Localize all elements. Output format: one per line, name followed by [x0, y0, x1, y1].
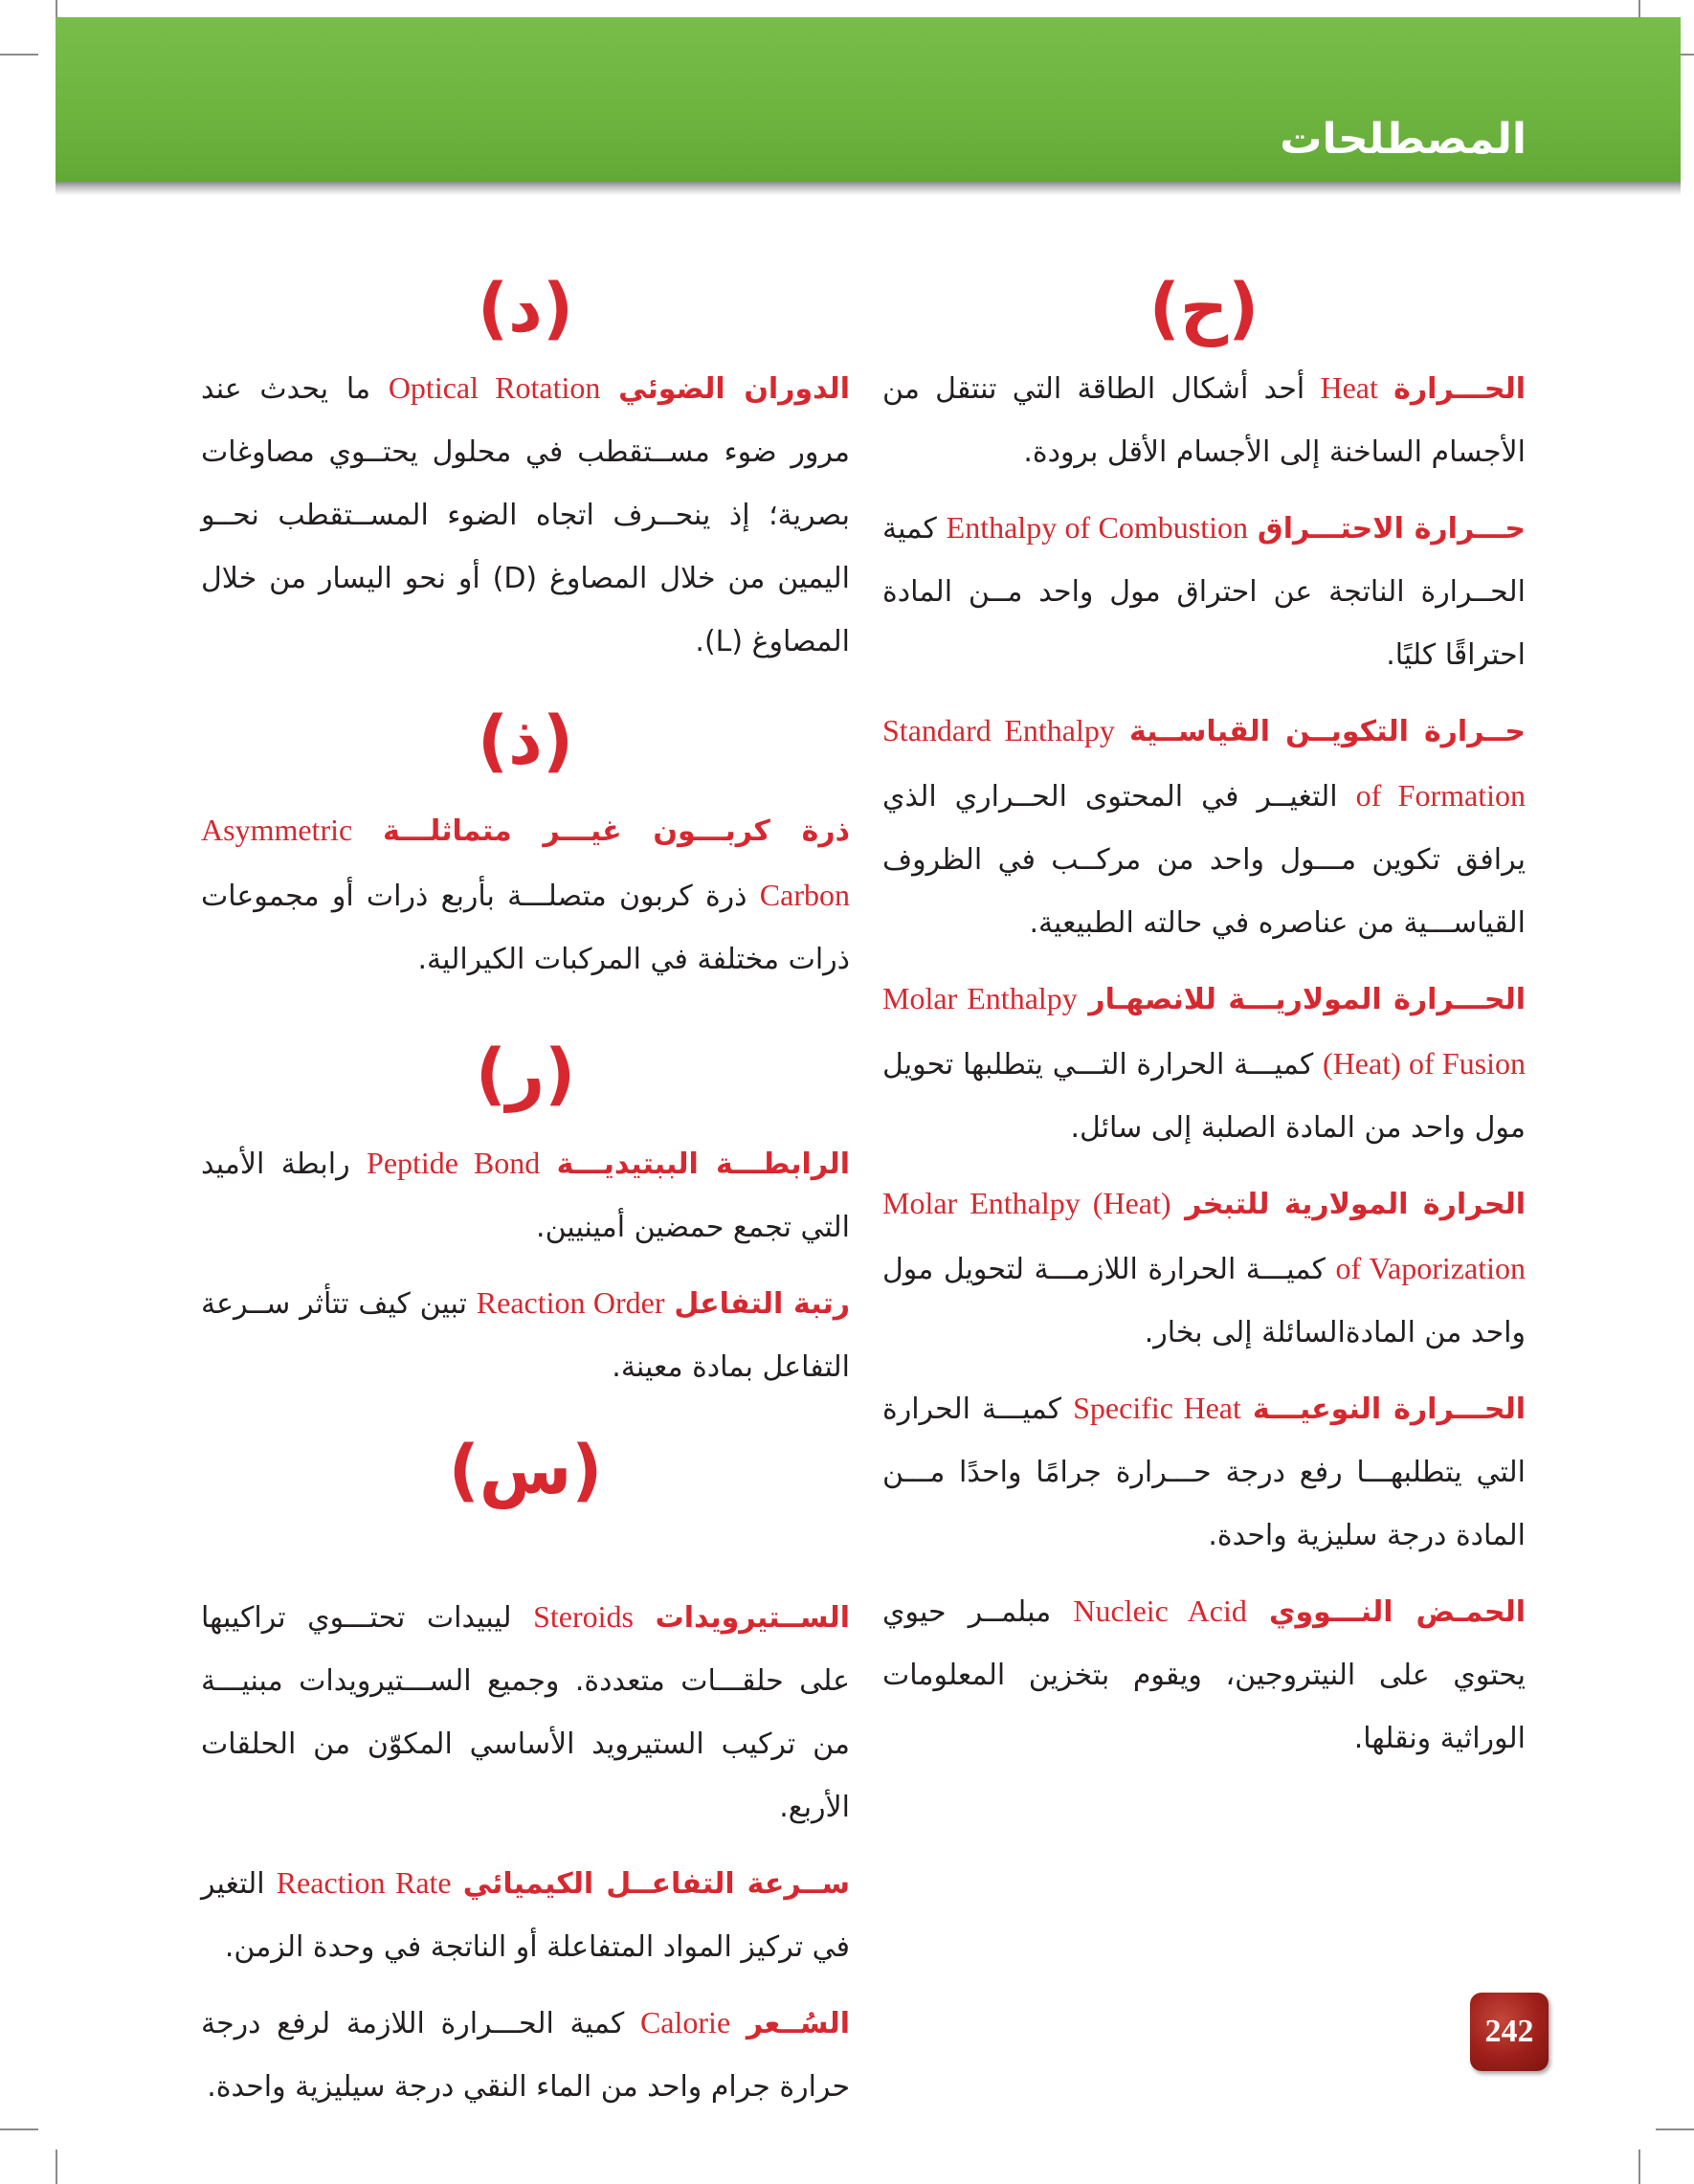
crop-mark — [1638, 2150, 1640, 2184]
term-english: Steroids — [533, 1599, 634, 1634]
glossary-entry — [201, 1991, 850, 2119]
term-definition: كميـــة الحرارة اللازمـــة لتحويل مول واحد من المادةالسائلة إلى بخار. — [882, 1253, 1526, 1349]
term-arabic: الحـــرارة المولاريـــة للانصهـار — [1088, 983, 1526, 1016]
header-shadow — [56, 182, 1681, 195]
term-arabic: الحـــرارة — [1393, 372, 1526, 406]
term-arabic: الدوران الضوئي — [618, 372, 851, 406]
term-english: Standard Enthalpy of Formation — [882, 713, 1526, 813]
term-definition: مبلمــر حيوي يحتوي على النيتروجين، ويقوم بتخزين المعلومات الوراثية ونقلها. — [882, 1595, 1526, 1755]
section-letter-seen: (س) — [448, 1431, 603, 1509]
term-definition: أحد أشكال الطاقة التي تنتقل من الأجسام الساخنة إلى الأجسام الأقل برودة. — [882, 372, 1526, 469]
term-arabic: الحرارة المولارية للتبخر — [1185, 1188, 1526, 1221]
term-definition: كميـــة الحرارة التـــي يتطلبها تحويل مول واحد من المادة الصلبة إلى سائل. — [882, 1048, 1526, 1145]
glossary-column-left — [201, 269, 851, 2119]
section-letter-ra: (ر) — [475, 1035, 576, 1113]
term-arabic: حــرارة التكويــن القياســية — [1128, 715, 1526, 748]
glossary-entry — [201, 1585, 850, 1839]
term-arabic: حـــرارة الاحتـــراق — [1257, 512, 1527, 546]
term-definition: التغيــر في المحتوى الحــراري الذي يرافق تكوين مـــول واحد من مركــب في الظروف القياســـية من عناصره في حالته الطبيعية. — [882, 780, 1526, 940]
glossary-entry — [201, 356, 850, 674]
term-english: Heat — [1320, 370, 1378, 405]
term-english: Nucleic Acid — [1073, 1593, 1247, 1628]
crop-mark — [1656, 2128, 1694, 2130]
term-definition: ليبيدات تحتـــوي تراكيبها على حلقـــات متعددة. وجميع الســـتيرويدات مبنيـــة من تركيب الستيرويد الأساسي المكوّن من الحلقات الأربع. — [201, 1601, 850, 1824]
glossary-entry — [201, 1271, 850, 1399]
term-english: Calorie — [639, 2005, 731, 2039]
glossary-entry — [201, 798, 850, 992]
page-title: المصطلحات — [1280, 115, 1527, 164]
section-letter-dal: (د) — [478, 269, 573, 347]
crop-mark — [0, 54, 38, 56]
term-english: Reaction Rate — [276, 1865, 452, 1900]
term-english: Optical Rotation — [388, 370, 601, 405]
glossary-entry — [882, 1376, 1526, 1568]
term-arabic: الرابطـــة الببتيديـــة — [556, 1148, 850, 1181]
term-english: Enthalpy of Combustion — [946, 510, 1248, 545]
glossary-column-right — [882, 269, 1527, 1771]
term-definition: ما يحدث عند مرور ضوء مســتقطب في محلول يحتــوي مصاوغات بصرية؛ إذ ينحــرف اتجاه الضوء المســتقطب نحــو اليمين من خلال المصاوغ (D) أو نحو اليسار من خلال المصاوغ (L). — [201, 372, 850, 658]
term-arabic: ذرة كربـــون غيـــر متماثلـــة — [383, 814, 850, 848]
term-definition: التغير في تركيز المواد المتفاعلة أو الناتجة في وحدة الزمن. — [201, 1867, 850, 1964]
glossary-entry — [201, 1851, 850, 1979]
section-letter-thal: (ذ) — [478, 702, 573, 780]
crop-mark — [0, 2128, 38, 2130]
term-english: Asymmetric Carbon — [201, 813, 850, 912]
term-english: Molar Enthalpy (Heat) of Fusion — [882, 981, 1526, 1081]
term-definition: رابطة الأميد التي تجمع حمضين أمينيين. — [201, 1148, 850, 1244]
term-english: Specific Heat — [1073, 1391, 1241, 1425]
term-english: Molar Enthalpy (Heat) of Vaporization — [882, 1186, 1526, 1285]
page-number: 242 — [1470, 1993, 1549, 2071]
term-arabic: الحـــرارة النوعيـــة — [1252, 1393, 1526, 1426]
term-arabic: رتبة التفاعل — [674, 1287, 850, 1321]
glossary-entry — [882, 1171, 1526, 1365]
term-arabic: ســرعة التفاعــل الكيميائي — [462, 1867, 850, 1901]
glossary-entry — [882, 496, 1526, 687]
term-definition: تبين كيف تتأثر ســرعة التفاعل بمادة معينة. — [201, 1287, 850, 1384]
glossary-entry — [882, 967, 1526, 1160]
glossary-entry — [882, 356, 1526, 484]
section-letter-ha: (ح) — [1148, 269, 1259, 347]
term-definition: كمية الحـــرارة اللازمة لرفع درجة حرارة جرام واحد من الماء النقي درجة سيليزية واحدة. — [201, 2007, 850, 2104]
glossary-entry — [882, 699, 1526, 955]
term-arabic: الحمـض النـــووي — [1269, 1595, 1526, 1629]
term-definition: كمية الحــرارة الناتجة عن احتراق مول واحد مــن المادة احتراقًا كليًا. — [882, 512, 1526, 672]
term-arabic: السُــعر — [746, 2007, 851, 2040]
term-english: Reaction Order — [476, 1285, 665, 1320]
term-english: Peptide Bond — [367, 1146, 541, 1180]
glossary-entry — [201, 1131, 850, 1259]
crop-mark — [56, 2150, 57, 2184]
term-definition: ذرة كربون متصلـــة بأربع ذرات أو مجموعات ذرات مختلفة في المركبات الكيرالية. — [201, 880, 850, 976]
glossary-entry — [882, 1579, 1526, 1771]
term-definition: كميـــة الحرارة التي يتطلبهـــا رفع درجة حـــرارة جرامًا واحدًا مـــن المادة درجة سليزية واحدة. — [882, 1393, 1526, 1552]
term-arabic: الســتيرويدات — [655, 1601, 850, 1635]
